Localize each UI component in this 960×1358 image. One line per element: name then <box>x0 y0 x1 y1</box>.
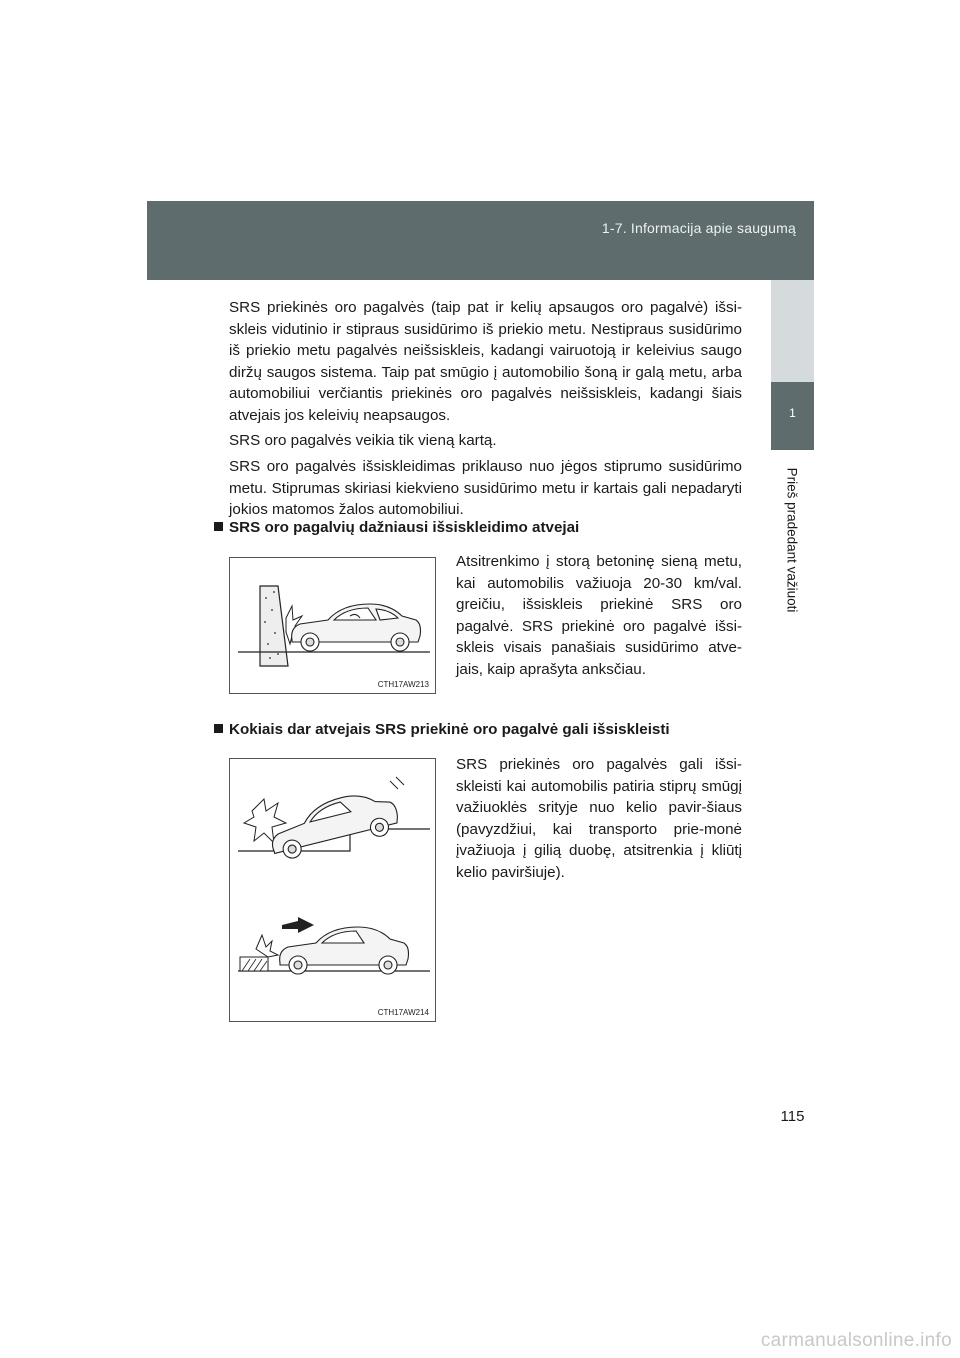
figure-code: CTH17AW213 <box>377 680 429 689</box>
wall-collision-illustration <box>230 558 435 693</box>
section-header-band <box>147 201 814 280</box>
intro-paragraph-1: SRS priekinės oro pagalvės (taip pat ir kelių apsaugos oro pagalvė) išsi-skleis vidutinio ir stipraus susidūrimo iš priekio metu. Nestipraus susidūrimo iš priekio metu pagalvės neišsiskleis, kadangi vairuotoją ir keleivius saugo diržų saugos sistema. Taip pat smūgio į automobilio šoną ir galą metu, arba automobiliui verčiantis priekinės oro pagalvės neišsiskleis, kadangi šiais atvejais jos keleivių neapsaugos. <box>229 299 742 424</box>
section1-heading <box>214 519 579 536</box>
figure-code: CTH17AW214 <box>377 1008 429 1017</box>
road-obstacle <box>240 957 268 971</box>
chapter-label: Prieš pradedant važiuoti <box>784 467 800 613</box>
side-tab-light <box>771 280 814 382</box>
intro-paragraph-3: SRS oro pagalvės išsiskleidimas priklauso nuo jėgos stiprumo susidūrimo metu. Stiprumas skiriasi kiekvieno susidūrimo metu ir kartais gali nepadaryti jokios matomos žalos automobiliui. <box>229 458 742 519</box>
chapter-number: 1 <box>789 406 796 420</box>
motion-line <box>396 777 404 785</box>
section1-heading-text: SRS oro pagalvių dažniausi išsiskleidimo atvejai <box>229 519 580 536</box>
intro-paragraph-2: SRS oro pagalvės veikia tik vieną kartą. <box>229 432 497 449</box>
section1-text: Atsitrenkimo į storą betoninę sieną metu, kai automobilis važiuoja 20-30 km/val. greičiu, išsiskleis priekinė SRS oro pagalvė. SRS priekinė oro pagalvė išsi-skleis visais panašiais susidūrimo atve-jais, kaip aprašyta anksčiau. <box>456 553 742 678</box>
bullet-square-icon <box>214 522 223 531</box>
motion-line <box>390 781 398 789</box>
watermark[interactable]: carmanualsonline.info <box>760 1330 952 1351</box>
direction-arrow-icon <box>282 917 314 933</box>
section2-text: SRS priekinės oro pagalvės gali išsi-skleisti kai automobilis patiria stiprų smūgį važiuoklės srityje nuo kelio pavir-šiaus (pavyzdžiui, kai transporto prie-monė įvažiuoja į gilią duobę, atsitrenkia į kliūtį kelio paviršiuje). <box>456 756 742 881</box>
figure-wall-collision <box>229 557 436 694</box>
figure-underbody-impact <box>229 758 436 1022</box>
impact-burst-icon <box>256 935 278 957</box>
car-illustration <box>280 927 409 974</box>
section2-heading-text: Kokiais dar atvejais SRS priekinė oro pagalvė gali išsiskleisti <box>229 721 670 738</box>
concrete-wall <box>260 586 288 666</box>
page-number: 115 <box>780 1108 805 1125</box>
underbody-impact-illustration <box>230 759 435 1021</box>
car-illustration <box>292 604 421 651</box>
bullet-square-icon <box>214 724 223 733</box>
chapter-tab <box>771 382 814 450</box>
section2-heading <box>214 721 670 738</box>
section-title: 1-7. Informacija apie saugumą <box>601 220 796 236</box>
